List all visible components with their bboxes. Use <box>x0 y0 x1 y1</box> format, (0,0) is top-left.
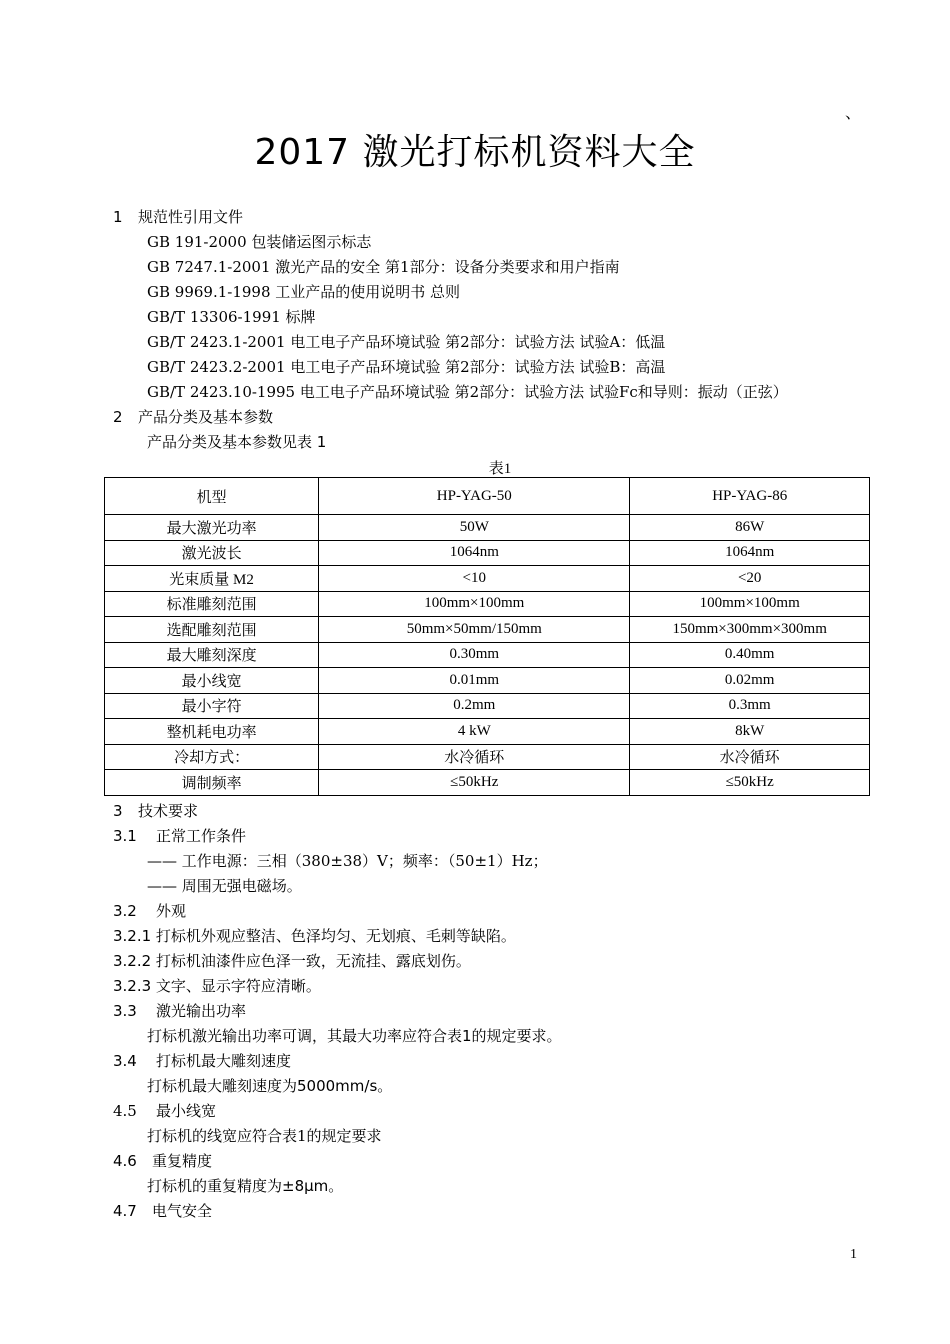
table-header-cell: HP-YAG-50 <box>319 478 630 515</box>
table-header-row <box>105 478 870 515</box>
section-2-title: 产品分类及基本参数 <box>138 408 274 426</box>
table-cell: 整机耗电功率 <box>105 719 319 745</box>
condition-item: —— 周围无强电磁场。 <box>147 877 302 895</box>
table-row <box>105 566 870 592</box>
reference-item: GB 7247.1-2001 激光产品的安全 第1部分：设备分类要求和用户指南 <box>147 258 620 276</box>
table-cell: 0.3mm <box>630 693 870 719</box>
section-4-5-text: 打标机的线宽应符合表1的规定要求 <box>147 1127 382 1145</box>
table-cell: 0.40mm <box>630 642 870 668</box>
table-cell: 调制频率 <box>105 770 319 796</box>
section-3-4-number: 3.4 <box>113 1052 137 1070</box>
reference-item: GB 191-2000 包装储运图示标志 <box>147 233 372 251</box>
table-cell: 标准雕刻范围 <box>105 591 319 617</box>
table-cell: 100mm×100mm <box>630 591 870 617</box>
section-3-number: 3 <box>113 802 123 820</box>
section-3-4-text: 打标机最大雕刻速度为5000mm/s。 <box>147 1077 393 1095</box>
table-cell: 1064nm <box>630 540 870 566</box>
table-cell: <10 <box>319 566 630 592</box>
page-mark: 、 <box>845 103 862 122</box>
section-3-title: 技术要求 <box>138 802 199 820</box>
section-3-2-title: 外观 <box>156 902 187 920</box>
table-row <box>105 744 870 770</box>
section-3-2-number: 3.2 <box>113 902 137 920</box>
table-cell: 选配雕刻范围 <box>105 617 319 643</box>
table-cell: 0.2mm <box>319 693 630 719</box>
table-cell: 最小字符 <box>105 693 319 719</box>
condition-item: —— 工作电源：三相（380±38）V；频率：（50±1）Hz； <box>147 852 548 870</box>
table-cell: ≤50kHz <box>319 770 630 796</box>
table-cell: 4 kW <box>319 719 630 745</box>
table-row <box>105 540 870 566</box>
table-row <box>105 719 870 745</box>
section-2-number: 2 <box>113 408 123 426</box>
table-cell: 最小线宽 <box>105 668 319 694</box>
table-cell: 激光波长 <box>105 540 319 566</box>
table-cell: 86W <box>630 515 870 541</box>
table-cell: ≤50kHz <box>630 770 870 796</box>
section-4-7-title: 电气安全 <box>152 1202 213 1220</box>
page-title: 2017 激光打标机资料大全 <box>254 132 696 173</box>
parameter-table <box>104 477 870 796</box>
table-cell: <20 <box>630 566 870 592</box>
table-cell: 水冷循环 <box>630 744 870 770</box>
reference-item: GB/T 2423.10-1995 电工电子产品环境试验 第2部分：试验方法 试验Fc和导则：振动（正弦） <box>147 383 788 401</box>
reference-item: GB/T 2423.1-2001 电工电子产品环境试验 第2部分：试验方法 试验A：低温 <box>147 333 666 351</box>
section-3-2-3: 3.2.3 文字、显示字符应清晰。 <box>113 977 321 995</box>
table-cell: 水冷循环 <box>319 744 630 770</box>
table-cell: 50W <box>319 515 630 541</box>
table-cell: 0.02mm <box>630 668 870 694</box>
section-3-4-title: 打标机最大雕刻速度 <box>156 1052 292 1070</box>
table-cell: 0.30mm <box>319 642 630 668</box>
table-header-cell: HP-YAG-86 <box>630 478 870 515</box>
table-cell: 1064nm <box>319 540 630 566</box>
table-cell: 最大雕刻深度 <box>105 642 319 668</box>
table-row <box>105 693 870 719</box>
section-1-number: 1 <box>113 208 123 226</box>
section-3-3-text: 打标机激光输出功率可调，其最大功率应符合表1的规定要求。 <box>147 1027 562 1045</box>
reference-item: GB/T 13306-1991 标牌 <box>147 308 316 326</box>
reference-item: GB 9969.1-1998 工业产品的使用说明书 总则 <box>147 283 461 301</box>
reference-item: GB/T 2423.2-2001 电工电子产品环境试验 第2部分：试验方法 试验B：高温 <box>147 358 666 376</box>
table-header-cell: 机型 <box>105 478 319 515</box>
page-number: 1 <box>850 1247 857 1262</box>
table-caption: 表1 <box>488 461 512 477</box>
section-3-1-number: 3.1 <box>113 827 137 845</box>
section-2-text: 产品分类及基本参数见表 1 <box>147 433 327 451</box>
section-4-6-text: 打标机的重复精度为±8μm。 <box>147 1177 344 1195</box>
section-4-5-title: 最小线宽 <box>156 1102 217 1120</box>
table-row <box>105 591 870 617</box>
section-1-title: 规范性引用文件 <box>138 208 244 226</box>
table-row <box>105 770 870 796</box>
section-3-2-2: 3.2.2 打标机油漆件应色泽一致，无流挂、露底划伤。 <box>113 952 471 970</box>
table-cell: 100mm×100mm <box>319 591 630 617</box>
section-3-1-title: 正常工作条件 <box>156 827 247 845</box>
section-4-7-number: 4.7 <box>113 1202 137 1220</box>
table-cell: 冷却方式： <box>105 744 319 770</box>
table-row <box>105 515 870 541</box>
section-3-2-1: 3.2.1 打标机外观应整洁、色泽均匀、无划痕、毛刺等缺陷。 <box>113 927 516 945</box>
table-cell: 150mm×300mm×300mm <box>630 617 870 643</box>
section-3-3-title: 激光输出功率 <box>156 1002 247 1020</box>
table-cell: 0.01mm <box>319 668 630 694</box>
table-cell: 8kW <box>630 719 870 745</box>
section-3-3-number: 3.3 <box>113 1002 137 1020</box>
section-4-5-number: 4.5 <box>113 1102 137 1120</box>
table-cell: 最大激光功率 <box>105 515 319 541</box>
table-row <box>105 668 870 694</box>
table-row <box>105 642 870 668</box>
table-row <box>105 617 870 643</box>
table-cell: 50mm×50mm/150mm <box>319 617 630 643</box>
section-4-6-title: 重复精度 <box>152 1152 213 1170</box>
table-cell: 光束质量 M2 <box>105 566 319 592</box>
section-4-6-number: 4.6 <box>113 1152 137 1170</box>
